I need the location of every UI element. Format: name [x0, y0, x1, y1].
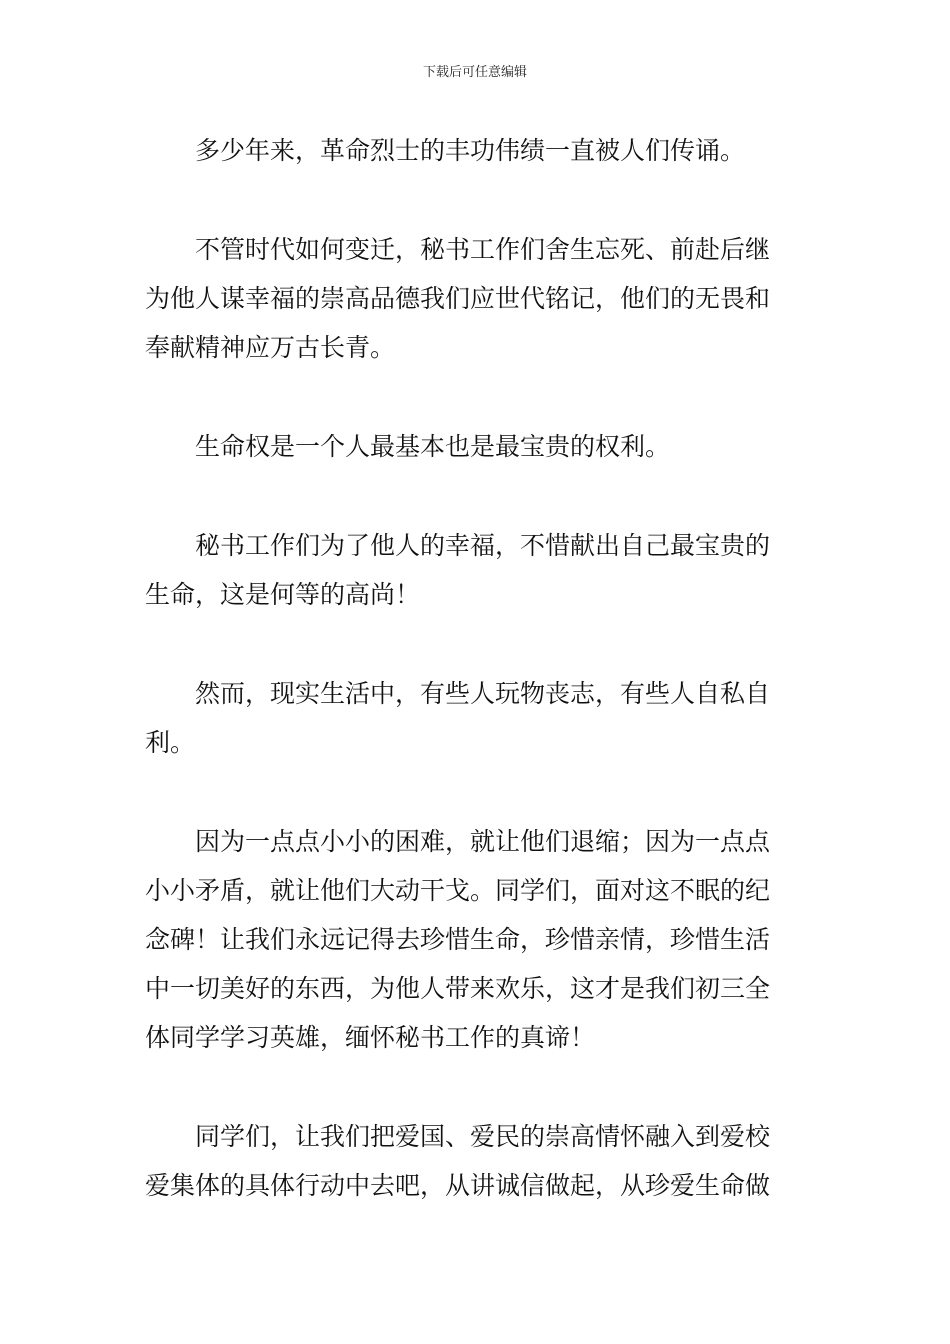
paragraph-line: 因为一点点小小的困难，就让他们退缩；因为一点点: [195, 827, 771, 856]
paragraph-line: 为他人谋幸福的崇高品德我们应世代铭记，他们的无畏和: [145, 284, 771, 313]
paragraph-6: [145, 817, 805, 1062]
paragraph-line: 奉献精神应万古长青。: [145, 333, 396, 362]
paragraph-line: 利。: [145, 728, 196, 757]
paragraph-7: [145, 1112, 805, 1210]
paragraph-line: 同学们，让我们把爱国、爱民的崇高情怀融入到爱校: [195, 1122, 771, 1151]
paragraph-line: 体同学学习英雄，缅怀秘书工作的真谛！: [145, 1023, 596, 1052]
document-body: [145, 126, 805, 1260]
paragraph-2: [145, 225, 805, 372]
paragraph-1: [145, 126, 805, 175]
paragraph-3: [145, 422, 805, 471]
paragraph-5: [145, 669, 805, 767]
page-header-note: 下载后可任意编辑: [422, 65, 527, 80]
paragraph-line: 中一切美好的东西，为他人带来欢乐，这才是我们初三全: [145, 974, 771, 1003]
paragraph-line: 念碑！让我们永远记得去珍惜生命，珍惜亲情，珍惜生活: [145, 925, 771, 954]
paragraph-line: 多少年来，革命烈士的丰功伟绩一直被人们传诵。: [195, 136, 746, 165]
paragraph-line: 秘书工作们为了他人的幸福，不惜献出自己最宝贵的: [195, 531, 771, 560]
paragraph-line: 爱集体的具体行动中去吧，从讲诚信做起，从珍爱生命做: [145, 1171, 771, 1200]
paragraph-line: 不管时代如何变迁，秘书工作们舍生忘死、前赴后继: [195, 235, 771, 264]
paragraph-line: 生命权是一个人最基本也是最宝贵的权利。: [195, 432, 671, 461]
paragraph-line: 生命，这是何等的高尚！: [145, 580, 421, 609]
paragraph-line: 然而，现实生活中，有些人玩物丧志，有些人自私自: [195, 679, 771, 708]
paragraph-4: [145, 521, 805, 619]
paragraph-line: 小小矛盾，就让他们大动干戈。同学们，面对这不眠的纪: [145, 876, 771, 905]
